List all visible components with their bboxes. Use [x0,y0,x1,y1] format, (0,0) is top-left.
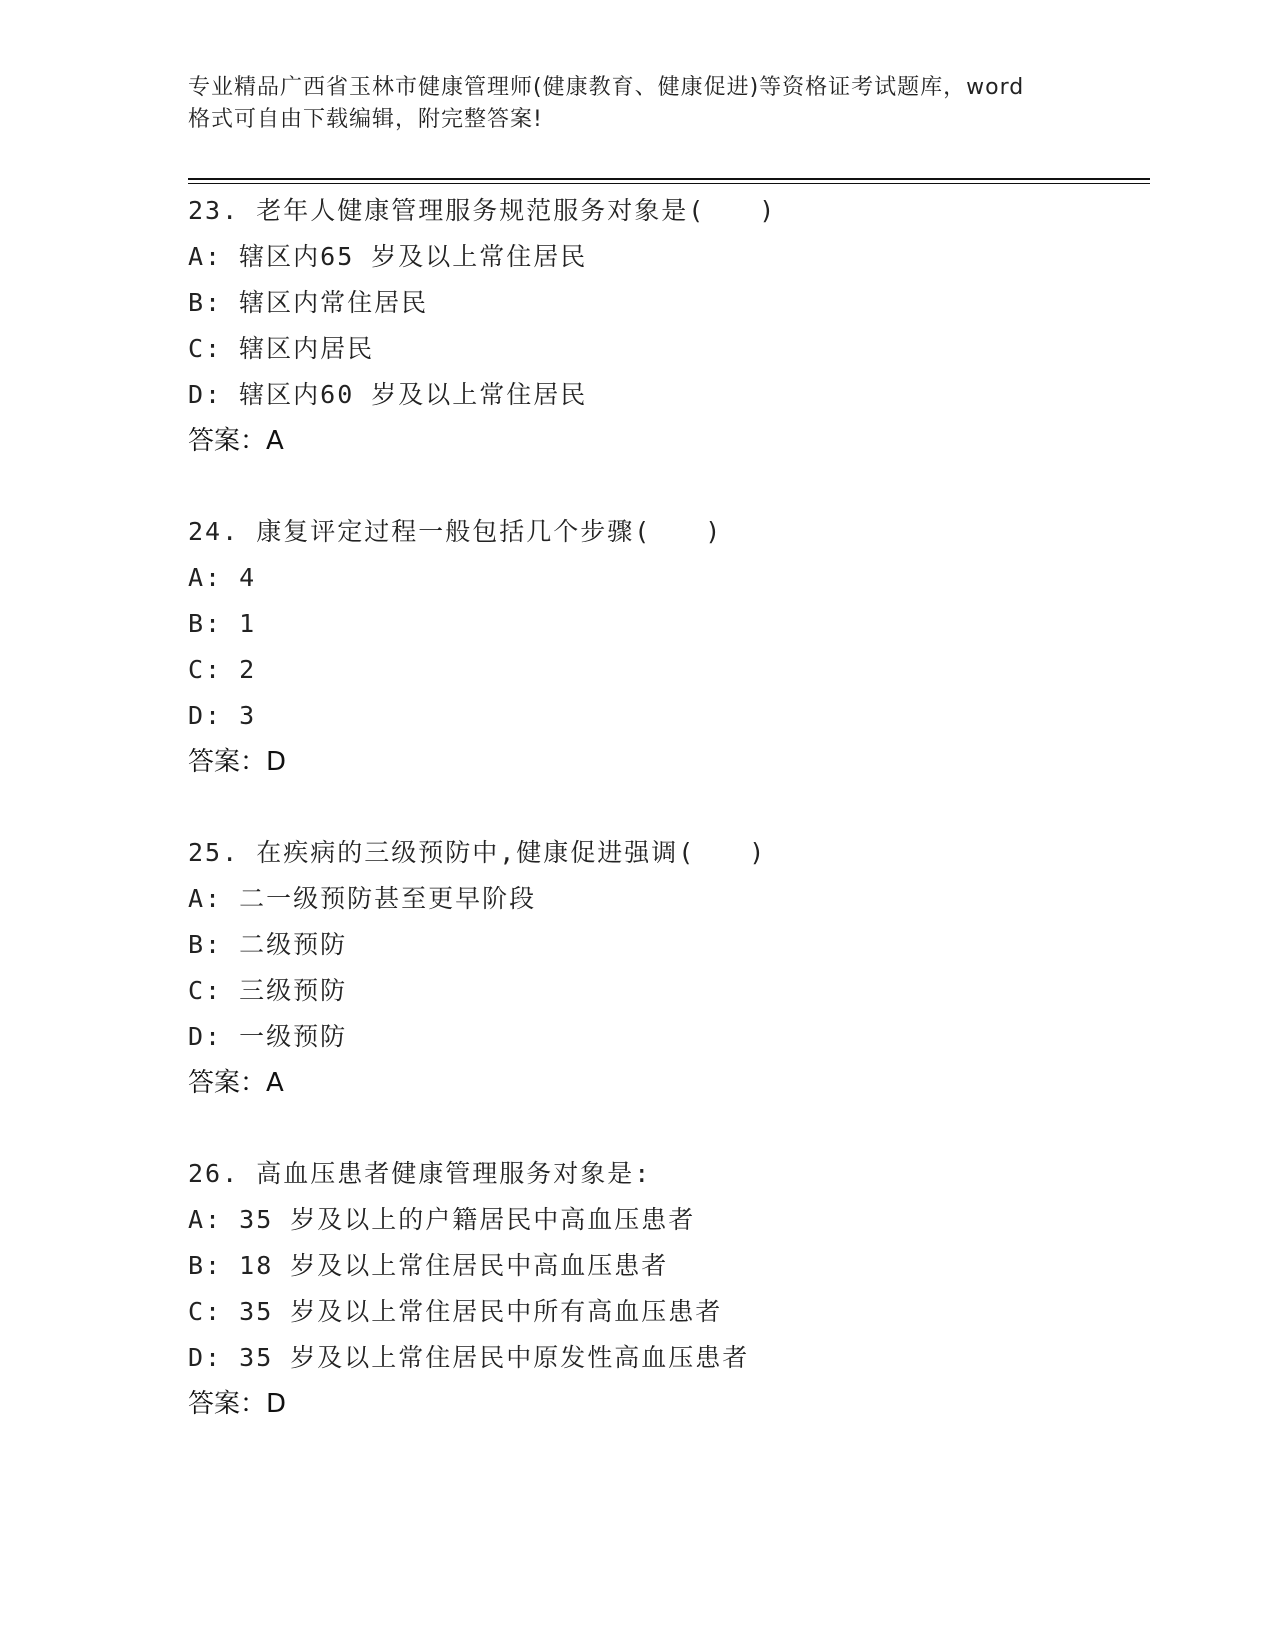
option-d: D: 辖区内60 岁及以上常住居民 [188,380,588,409]
question-stem: 23. 老年人健康管理服务规范服务对象是( ) [188,196,777,225]
answer-line: 答案：A [188,1068,284,1098]
option-a: A: 二一级预防甚至更早阶段 [188,884,537,913]
option-d: D: 一级预防 [188,1022,348,1051]
option-b: B: 辖区内常住居民 [188,288,429,317]
option-b: B: 18 岁及以上常住居民中高血压患者 [188,1251,669,1280]
option-d: D: 35 岁及以上常住居民中原发性高血压患者 [188,1343,750,1372]
question-item [188,1151,1150,1427]
option-b: B: 二级预防 [188,930,348,959]
answer-line: 答案：A [188,426,284,456]
option-b: B: 1 [188,609,257,638]
header-line-1: 专业精品广西省玉林市健康管理师(健康教育、健康促进)等资格证考试题库，word [188,75,1025,100]
question-list [188,188,1150,1472]
question-stem: 26. 高血压患者健康管理服务对象是: [188,1159,652,1188]
answer-line: 答案：D [188,1389,287,1419]
header-divider-thick [188,178,1150,180]
question-item [188,830,1150,1106]
question-item [188,509,1150,785]
option-c: C: 辖区内居民 [188,334,375,363]
option-c: C: 2 [188,655,257,684]
option-a: A: 4 [188,563,257,592]
answer-line: 答案：D [188,747,287,777]
option-c: C: 35 岁及以上常住居民中所有高血压患者 [188,1297,723,1326]
header-divider-thin [188,183,1150,184]
option-a: A: 辖区内65 岁及以上常住居民 [188,242,588,271]
option-a: A: 35 岁及以上的户籍居民中高血压患者 [188,1205,696,1234]
document-header [188,72,1088,136]
header-line-2: 格式可自由下载编辑，附完整答案! [188,107,543,132]
option-d: D: 3 [188,701,257,730]
question-stem: 25. 在疾病的三级预防中,健康促进强调( ) [188,838,767,867]
question-item [188,188,1150,464]
option-c: C: 三级预防 [188,976,348,1005]
question-stem: 24. 康复评定过程一般包括几个步骤( ) [188,517,723,546]
